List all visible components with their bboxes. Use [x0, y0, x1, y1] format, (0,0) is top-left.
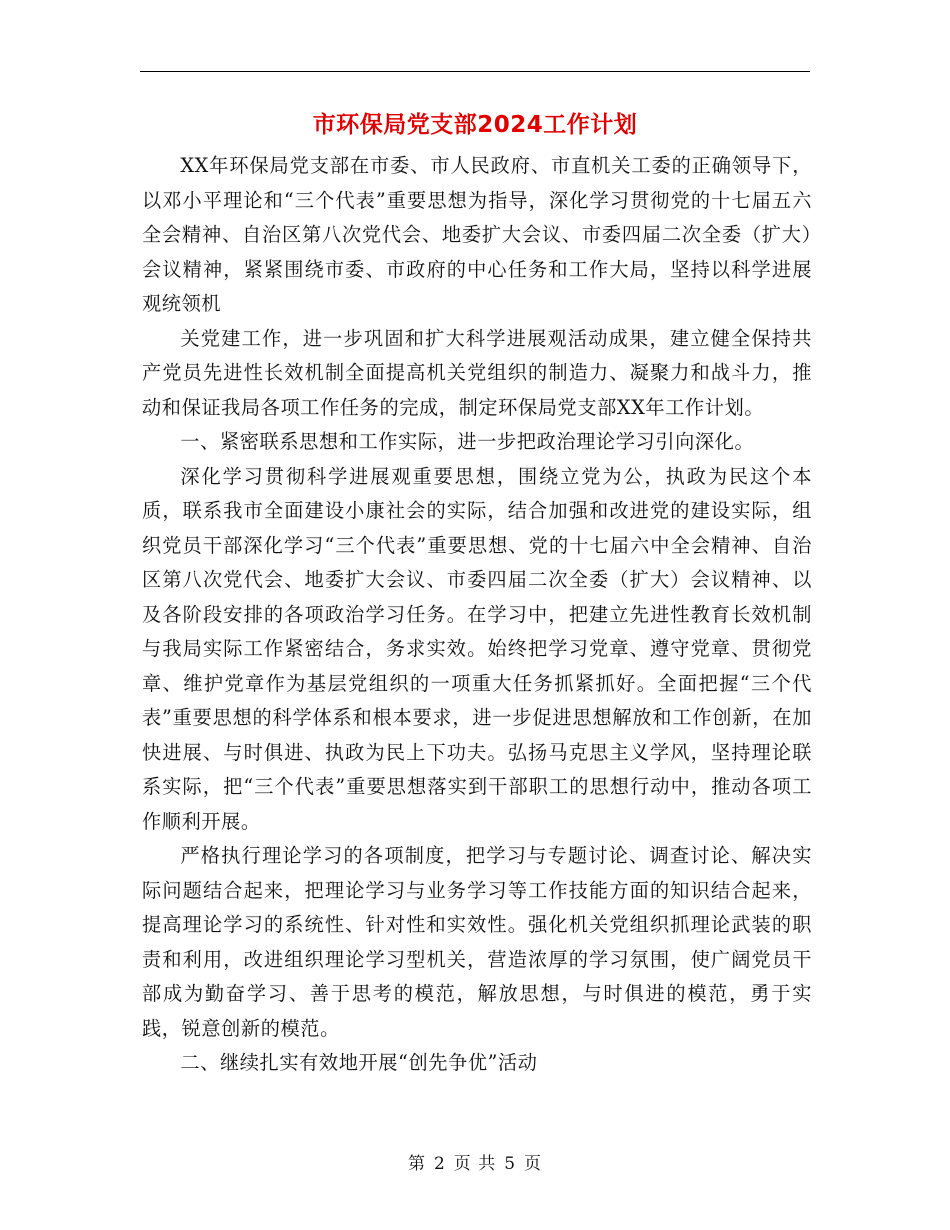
paragraph-intro-continued: 关党建工作，进一步巩固和扩大科学进展观活动成果，建立健全保持共产党员先进性长效机制全面提高机关党组织的制造力、凝聚力和战斗力，推动和保证我局各项工作任务的完成，制定环保局党支部XX年工作计划。 [142, 326, 812, 419]
footer-page-number: 2 [433, 1154, 446, 1174]
document-body [142, 149, 812, 1081]
header-rule [140, 71, 810, 72]
footer-middle: 页 共 [453, 1154, 497, 1174]
footer-prefix: 第 [407, 1154, 426, 1174]
paragraph-study-theory: 深化学习贯彻科学进展观重要思想，围绕立党为公，执政为民这个本质，联系我市全面建设小康社会的实际，结合加强和改进党的建设实际，组织党员干部深化学习“三个代表”重要思想、党的十七届六中全会精神、自治区第八次党代会、地委扩大会议、市委四届二次全委（扩大）会议精神、以及各阶段安排的各项政治学习任务。在学习中，把建立先进性教育长效机制与我局实际工作紧密结合，务求实效。始终把学习党章、遵守党章、贯彻党章、维护党章作为基层党组织的一项重大任务抓紧抓好。全面把握“三个代表”重要思想的科学体系和根本要求，进一步促进思想解放和工作创新，在加快进展、与时俱进、执政为民上下功夫。弘扬马克思主义学风，坚持理论联系实际，把“三个代表”重要思想落实到干部职工的思想行动中，推动各项工作顺利开展。 [142, 464, 812, 833]
section-heading-2: 二、继续扎实有效地开展“创先争优”活动 [180, 1051, 538, 1074]
document-title: 市环保局党支部2024工作计划 [312, 112, 638, 138]
section-heading-1: 一、紧密联系思想和工作实际，进一步把政治理论学习引向深化。 [180, 430, 755, 453]
page-footer [0, 1152, 950, 1176]
paragraph-study-system: 严格执行理论学习的各项制度，把学习与专题讨论、调查讨论、解决实际问题结合起来，把理论学习与业务学习等工作技能方面的知识结合起来，提高理论学习的系统性、针对性和实效性。强化机关党组织抓理论武装的职责和利用，改进组织理论学习型机关，营造浓厚的学习氛围，使广阔党员干部成为勤奋学习、善于思考的模范，解放思想，与时俱进的模范，勇于实践，锐意创新的模范。 [142, 844, 812, 1040]
footer-suffix: 页 [524, 1154, 543, 1174]
paragraph-intro: XX年环保局党支部在市委、市人民政府、市直机关工委的正确领导下，以邓小平理论和“三个代表”重要思想为指导，深化学习贯彻党的十七届五六全会精神、自治区第八次党代会、地委扩大会议、市委四届二次全委（扩大）会议精神，紧紧围绕市委、市政府的中心任务和工作大局，坚持以科学进展观统领机 [142, 154, 812, 315]
footer-total-pages: 5 [504, 1154, 517, 1174]
